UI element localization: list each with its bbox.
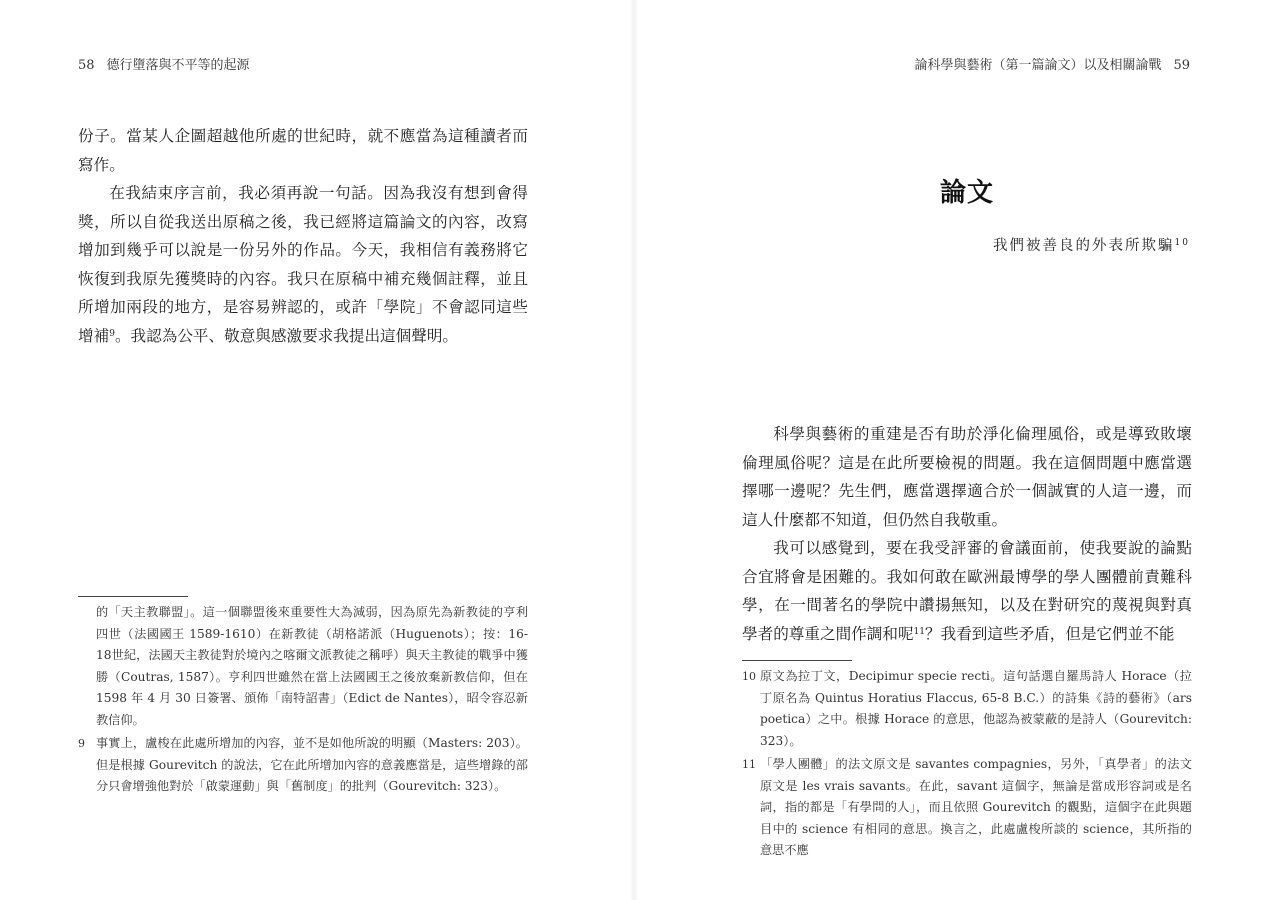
- right-body-text: [742, 420, 1192, 648]
- right-running-head-title: 論科學與藝術（第一篇論文）以及相關論戰: [914, 58, 1162, 73]
- footnote-10: [742, 666, 1192, 752]
- epigraph: [993, 234, 1190, 255]
- footnote-text: 事實上，盧梭在此處所增加的內容，並不是如他所說的明顯（Masters: 203）。但是根據 Gourevitch 的說法，它在此所增加內容的意義應當是，這些增錄的部分只會增強他對於「啟蒙運動」與「舊制度」的批判（Gourevitch: 323）。: [96, 736, 528, 793]
- footnote-ref-9[interactable]: 9: [109, 328, 115, 339]
- essay-title: 論文: [940, 178, 995, 208]
- left-running-head: [78, 54, 250, 73]
- epigraph-text: 我們被善良的外表所欺騙: [993, 238, 1175, 254]
- left-paragraph-2-text: 在我結束序言前，我必須再說一句話。因為我沒有想到會得獎，所以自從我送出原稿之後，我已經將這篇論文的內容，改寫增加到幾乎可以說是一份另外的作品。今天，我相信有義務將它恢復到我原先獲獎時的內容。我只在原稿中補充幾個註釋，並且所增加兩段的地方，是容易辨認的，或許「學院」不會認同這些增補: [78, 184, 528, 345]
- right-page: [634, 0, 1268, 900]
- right-footnote-rule: [742, 660, 852, 661]
- footnote-ref-11[interactable]: 11: [913, 626, 925, 637]
- right-paragraph-2-text: 我可以感覺到，要在我受評審的會議面前，使我要說的論點合宜將會是困難的。我如何敢在歐洲最博學的學人團體前責難科學，在一間著名的學院中讚揚無知，以及在對研究的蔑視與對真學者的尊重之間作調和呢: [742, 539, 1192, 643]
- footnote-text: 「學人團體」的法文原文是 savantes compagnies，另外，「真學者」的法文原文是 les vrais savants。在此，savant 這個字，無論是當成形容詞或是名詞，指的都是「有學問的人」，而且依照 Gourevitch 的觀點，這個字在此與題目中的 science 有相同的意思。換言之，此處盧梭所談的 science，其所指的意思不應: [760, 757, 1192, 857]
- left-paragraph-2: [78, 179, 528, 350]
- right-footnotes: [742, 666, 1192, 864]
- left-footnotes: [78, 602, 528, 800]
- left-running-head-title: 德行墮落與不平等的起源: [106, 58, 250, 73]
- footnote-text: 的「天主教聯盟」。這一個聯盟後來重要性大為減弱，因為原先為新教徒的亨利四世（法國國王 1589-1610）在新教徒（胡格諾派（Huguenots）；按：16-18世紀，法國天主教徒對於境內之喀爾文派教徒之稱呼）與天主教徒的戰爭中獲勝（Coutras, 1587）。亨利四世雖然在當上法國國王之後放棄新教信仰，但在 1598 年 4 月 30 日簽署、頒佈「南特詔書」（Edict de Nantes），昭令容忍新教信仰。: [96, 605, 528, 727]
- left-page-number: 58: [78, 58, 95, 73]
- footnote-label: 11: [742, 758, 756, 771]
- left-footnote-rule: [78, 596, 188, 597]
- right-paragraph-1: 科學與藝術的重建是否有助於淨化倫理風俗，或是導致敗壞倫理風俗呢？這是在此所要檢視的問題。我在這個問題中應當選擇哪一邊呢？先生們，應當選擇適合於一個誠實的人這一邊，而這人什麼都不知道，但仍然自我敬重。: [742, 425, 1192, 529]
- left-paragraph-1: 份子。當某人企圖超越他所處的世紀時，就不應當為這種讀者而寫作。: [78, 127, 528, 174]
- right-page-number: 59: [1173, 58, 1190, 73]
- footnote-label: 10: [742, 670, 756, 683]
- footnote-ref-10[interactable]: 10: [1174, 238, 1190, 248]
- right-paragraph-2: [742, 534, 1192, 648]
- footnote-continued: [78, 602, 528, 731]
- footnote-label: 9: [78, 737, 85, 750]
- footnote-9: [78, 733, 528, 798]
- left-paragraph-2-tail: 。我認為公平、敬意與感激要求我提出這個聲明。: [114, 326, 459, 345]
- footnote-11: [742, 754, 1192, 862]
- right-running-head: [914, 54, 1190, 73]
- right-paragraph-2-tail: ？我看到這些矛盾，但是它們並不能: [925, 624, 1175, 643]
- footnote-text: 原文為拉丁文，Decipimur specie recti。這句話選自羅馬詩人 Horace（拉丁原名為 Quintus Horatius Flaccus, 65-8 B.C.）的詩集《詩的藝術》（ars poetica）之中。根據 Horace 的意思，他認為被蒙蔽的是詩人（Gourevitch: 323）。: [760, 669, 1192, 748]
- left-body-text: [78, 122, 528, 350]
